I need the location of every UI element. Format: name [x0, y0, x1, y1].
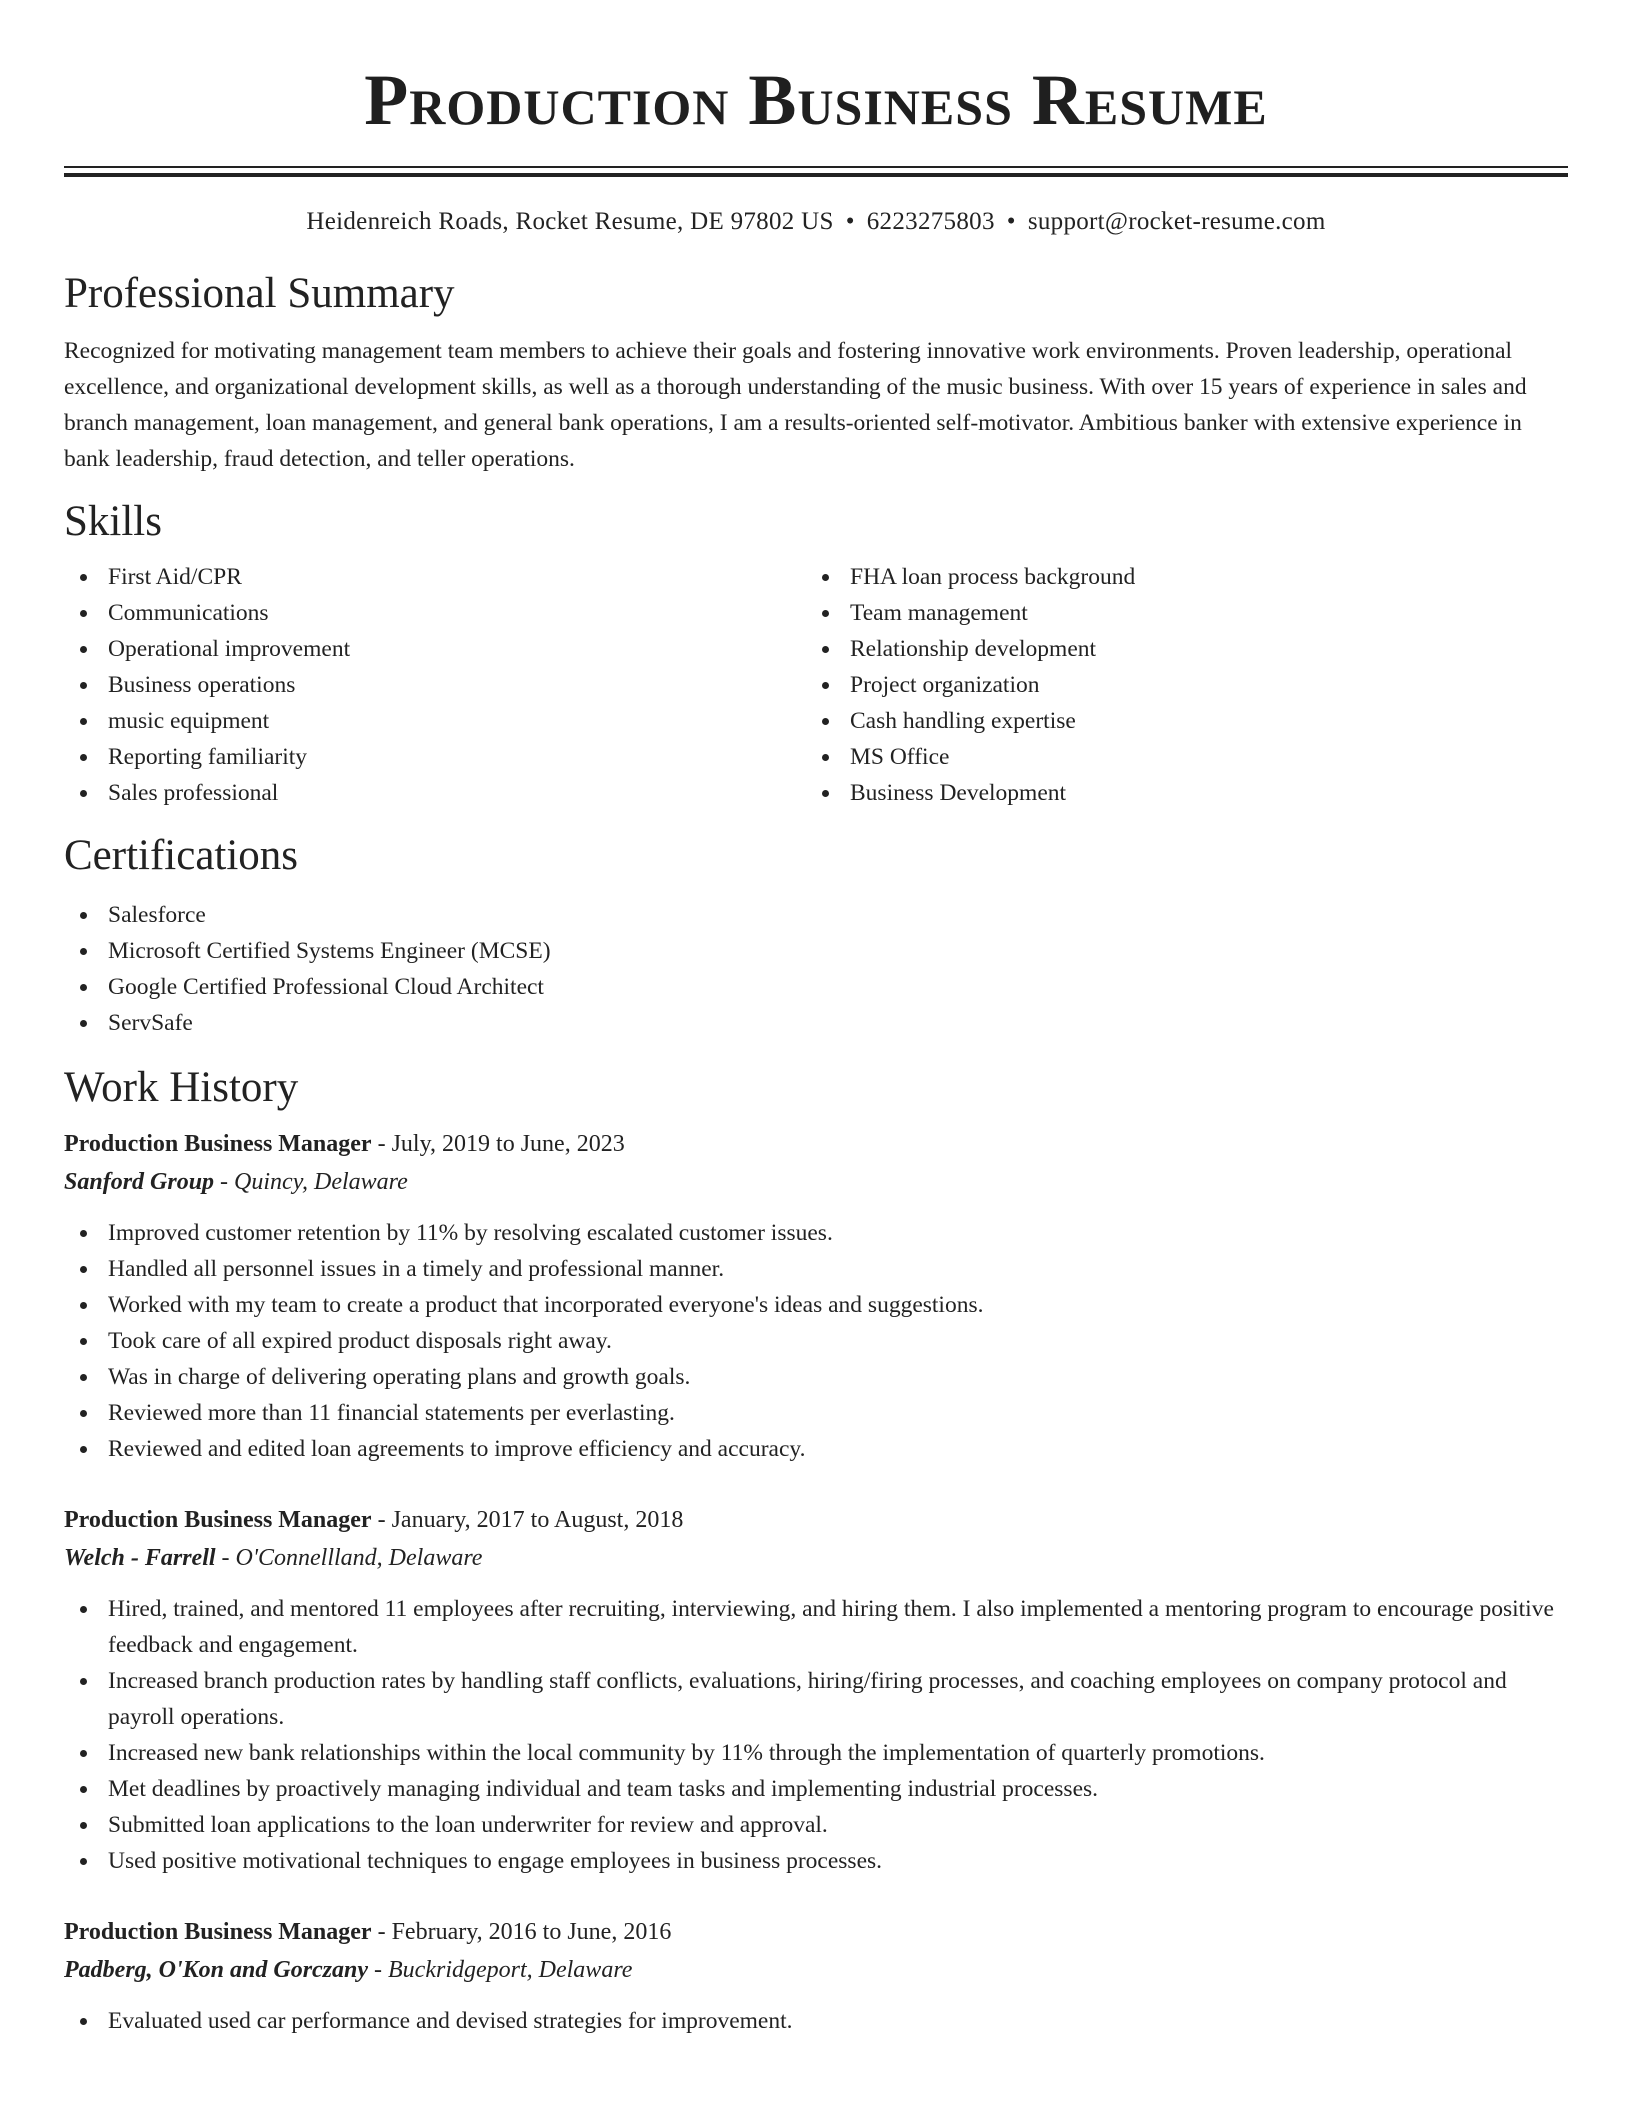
summary-text: Recognized for motivating management team members to achieve their goals and fostering innovative work environments. Proven leadership, operational excellence, and organizational development skills, as well as a thorough understanding of the music business. With over 15 years of experience in sales and branch management, loan management, and general bank operations, I am a results-oriented self-motivator. Ambitious banker with extensive experience in bank leadership, fraud detection, and teller operations.	[64, 338, 1527, 472]
certification-item: ServSafe	[64, 1005, 1568, 1041]
summary-heading: Professional Summary	[64, 270, 455, 317]
job-location: - O'Connellland, Delaware	[215, 1545, 483, 1571]
skills-columns	[64, 559, 1568, 811]
work-history-heading: Work History	[64, 1064, 299, 1111]
certifications-heading: Certifications	[64, 832, 299, 879]
contact-line	[64, 207, 1568, 237]
job-dates: - January, 2017 to August, 2018	[371, 1507, 684, 1533]
job-entry	[64, 1501, 1568, 1879]
skill-item: Relationship development	[806, 631, 1548, 667]
job-header	[64, 1125, 1568, 1163]
job-bullet: Took care of all expired product disposals right away.	[64, 1323, 1568, 1359]
contact-address: Heidenreich Roads, Rocket Resume, DE 97802 US	[306, 208, 834, 235]
job-bullet: Improved customer retention by 11% by resolving escalated customer issues.	[64, 1215, 1568, 1251]
skill-item: Team management	[806, 595, 1548, 631]
skills-heading: Skills	[64, 498, 162, 545]
job-header	[64, 1501, 1568, 1539]
certification-item: Salesforce	[64, 897, 1568, 933]
skill-item: Cash handling expertise	[806, 703, 1548, 739]
job-header	[64, 1913, 1568, 1951]
job-bullet: Reviewed more than 11 financial statements per everlasting.	[64, 1395, 1568, 1431]
job-bullet: Met deadlines by proactively managing individual and team tasks and implementing industrial processes.	[64, 1771, 1568, 1807]
job-bullets	[64, 1591, 1568, 1879]
job-bullet: Was in charge of delivering operating plans and growth goals.	[64, 1359, 1568, 1395]
skill-item: MS Office	[806, 739, 1548, 775]
job-company: Welch - Farrell	[64, 1545, 216, 1571]
job-bullet: Evaluated used car performance and devised strategies for improvement.	[64, 2003, 1568, 2039]
resume-title: Production Business Resume	[364, 60, 1268, 140]
job-company: Padberg, O'Kon and Gorczany	[64, 1957, 369, 1983]
skill-item: Business Development	[806, 775, 1548, 811]
job-bullet: Increased branch production rates by handling staff conflicts, evaluations, hiring/firing processes, and coaching employees on company protocol and payroll operations.	[64, 1663, 1568, 1735]
job-bullet: Hired, trained, and mentored 11 employees after recruiting, interviewing, and hiring them. I also implemented a mentoring program to encourage positive feedback and engagement.	[64, 1591, 1568, 1663]
job-title: Production Business Manager	[64, 1919, 372, 1945]
job-title: Production Business Manager	[64, 1131, 372, 1157]
skill-item: Operational improvement	[64, 631, 806, 667]
job-bullet: Reviewed and edited loan agreements to improve efficiency and accuracy.	[64, 1431, 1568, 1467]
job-entry	[64, 1125, 1568, 1467]
skill-item: Reporting familiarity	[64, 739, 806, 775]
job-location: - Quincy, Delaware	[214, 1169, 408, 1195]
contact-separator: •	[1006, 208, 1016, 235]
job-employer	[64, 1951, 1568, 1989]
job-bullet: Increased new bank relationships within the local community by 11% through the implementation of quarterly promotions.	[64, 1735, 1568, 1771]
certification-item: Microsoft Certified Systems Engineer (MCSE)	[64, 933, 1568, 969]
job-employer	[64, 1539, 1568, 1577]
job-bullet: Worked with my team to create a product that incorporated everyone's ideas and suggestions.	[64, 1287, 1568, 1323]
skills-list-right	[806, 559, 1548, 811]
job-title: Production Business Manager	[64, 1507, 372, 1533]
skill-item: Communications	[64, 595, 806, 631]
job-bullets	[64, 2003, 1568, 2039]
skill-item: Sales professional	[64, 775, 806, 811]
title-divider-thick	[64, 173, 1568, 177]
contact-separator: •	[845, 208, 855, 235]
job-dates: - February, 2016 to June, 2016	[371, 1919, 672, 1945]
skill-item: music equipment	[64, 703, 806, 739]
skills-list-left	[64, 559, 806, 811]
contact-email: support@rocket-resume.com	[1027, 208, 1326, 235]
certification-item: Google Certified Professional Cloud Architect	[64, 969, 1568, 1005]
job-bullet: Used positive motivational techniques to engage employees in business processes.	[64, 1843, 1568, 1879]
job-entry	[64, 1913, 1568, 2039]
skill-item: Business operations	[64, 667, 806, 703]
job-company: Sanford Group	[64, 1169, 215, 1195]
job-location: - Buckridgeport, Delaware	[368, 1957, 633, 1983]
skill-item: Project organization	[806, 667, 1548, 703]
title-divider-thin	[64, 166, 1568, 168]
skill-item: First Aid/CPR	[64, 559, 806, 595]
skill-item: FHA loan process background	[806, 559, 1548, 595]
contact-phone: 6223275803	[866, 208, 995, 235]
job-bullet: Handled all personnel issues in a timely and professional manner.	[64, 1251, 1568, 1287]
job-dates: - July, 2019 to June, 2023	[371, 1131, 625, 1157]
job-employer	[64, 1163, 1568, 1201]
job-bullets	[64, 1215, 1568, 1467]
job-bullet: Submitted loan applications to the loan underwriter for review and approval.	[64, 1807, 1568, 1843]
certifications-list	[64, 897, 1568, 1041]
